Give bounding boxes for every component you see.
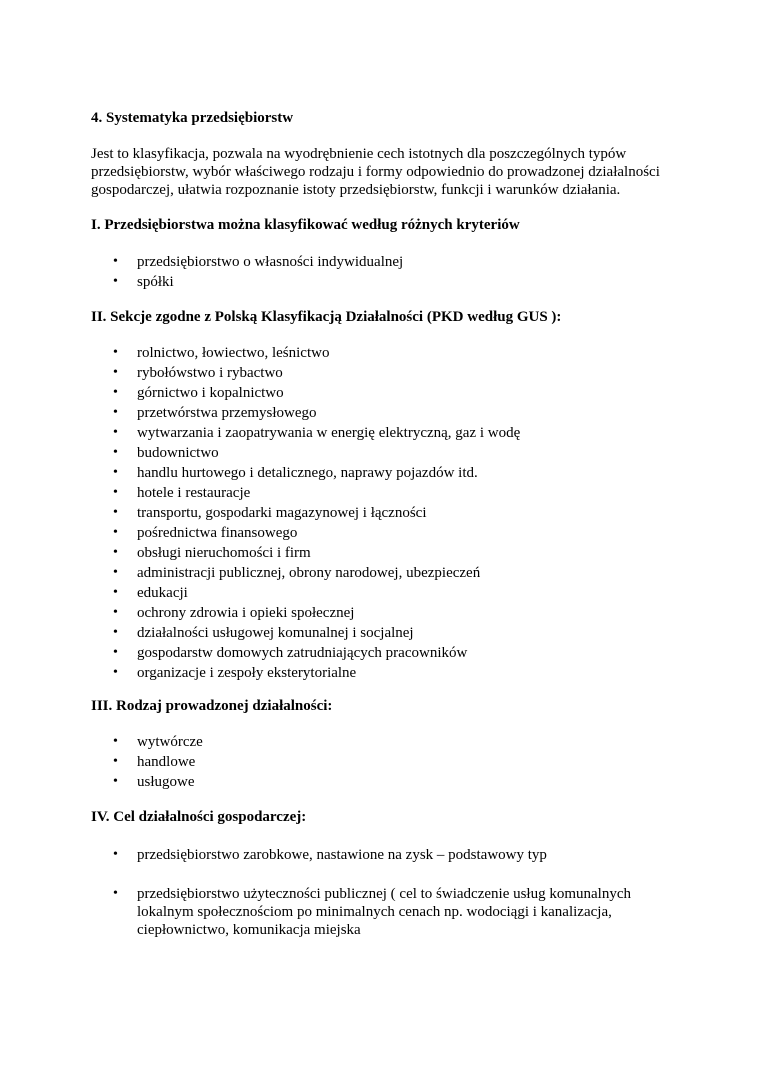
bullet-icon: • [113, 585, 118, 600]
list-item: • przedsiębiorstwo użyteczności publicznej ( cel to świadczenie usług komunalnych lokalnym społecznościom po minimalnych cenach np. wodociągi i kanalizacja, ciepłownictwo, komunikacja miejska [113, 886, 632, 938]
list-item: • rybołówstwo i rybactwo [113, 365, 283, 381]
list-item: • obsługi nieruchomości i firm [113, 545, 311, 561]
list-item: • przedsiębiorstwo zarobkowe, nastawione na zysk – podstawowy typ [113, 847, 547, 863]
list-item: • przedsiębiorstwo o własności indywidualnej [113, 254, 404, 270]
list-item: • rolnictwo, łowiectwo, leśnictwo [113, 345, 330, 361]
list-item: • edukacji [113, 585, 188, 601]
document-page [91, 109, 691, 939]
bullet-list-1 [91, 252, 691, 292]
list-item: • pośrednictwa finansowego [113, 525, 298, 541]
bullet-icon: • [113, 345, 118, 360]
bullet-icon: • [113, 465, 118, 480]
bullet-icon: • [113, 665, 118, 680]
intro-paragraph: Jest to klasyfikacja, pozwala na wyodrębnienie cech istotnych dla poszczególnych typów przedsiębiorstw, wybór właściwego rodzaju i formy odpowiednio do prowadzonej działalności gospodarczej, ułatwia rozpoznanie istoty przedsiębiorstw, funkcji i warunków działania. [91, 146, 660, 198]
section-heading-3: III. Rodzaj prowadzonej działalności: [91, 698, 333, 714]
bullet-icon: • [113, 645, 118, 660]
bullet-icon: • [113, 505, 118, 520]
bullet-icon: • [113, 525, 118, 540]
bullet-icon: • [113, 886, 118, 901]
bullet-icon: • [113, 625, 118, 640]
bullet-list-3 [91, 732, 691, 792]
bullet-icon: • [113, 565, 118, 580]
list-item: • gospodarstw domowych zatrudniających pracowników [113, 645, 468, 661]
list-item: • transportu, gospodarki magazynowej i łączności [113, 505, 427, 521]
list-item: • usługowe [113, 774, 195, 790]
section-heading-1: I. Przedsiębiorstwa można klasyfikować według różnych kryteriów [91, 217, 520, 233]
bullet-icon: • [113, 274, 118, 289]
list-item: • budownictwo [113, 445, 219, 461]
bullet-icon: • [113, 254, 118, 269]
bullet-list-4 [91, 845, 691, 939]
list-item: • organizacje i zespoły eksterytorialne [113, 665, 357, 681]
list-item: • handlowe [113, 754, 196, 770]
list-item: • górnictwo i kopalnictwo [113, 385, 284, 401]
bullet-icon: • [113, 545, 118, 560]
list-item: • hotele i restauracje [113, 485, 251, 501]
list-item: • spółki [113, 274, 174, 290]
bullet-icon: • [113, 405, 118, 420]
document-title: 4. Systematyka przedsiębiorstw [91, 110, 294, 126]
list-item: • wytwarzania i zaopatrywania w energię elektryczną, gaz i wodę [113, 425, 521, 441]
list-item: • wytwórcze [113, 734, 203, 750]
list-item: • ochrony zdrowia i opieki społecznej [113, 605, 355, 621]
bullet-icon: • [113, 847, 118, 862]
section-heading-2: II. Sekcje zgodne z Polską Klasyfikacją Działalności (PKD według GUS ): [91, 309, 562, 325]
bullet-icon: • [113, 365, 118, 380]
bullet-list-2 [91, 343, 691, 683]
list-item: • działalności usługowej komunalnej i socjalnej [113, 625, 414, 641]
bullet-icon: • [113, 485, 118, 500]
bullet-icon: • [113, 734, 118, 749]
bullet-icon: • [113, 445, 118, 460]
bullet-icon: • [113, 425, 118, 440]
list-item: • przetwórstwa przemysłowego [113, 405, 317, 421]
bullet-icon: • [113, 754, 118, 769]
list-item: • administracji publicznej, obrony narodowej, ubezpieczeń [113, 565, 481, 581]
list-item: • handlu hurtowego i detalicznego, naprawy pojazdów itd. [113, 465, 478, 481]
bullet-icon: • [113, 605, 118, 620]
bullet-icon: • [113, 774, 118, 789]
section-heading-4: IV. Cel działalności gospodarczej: [91, 809, 307, 825]
bullet-icon: • [113, 385, 118, 400]
